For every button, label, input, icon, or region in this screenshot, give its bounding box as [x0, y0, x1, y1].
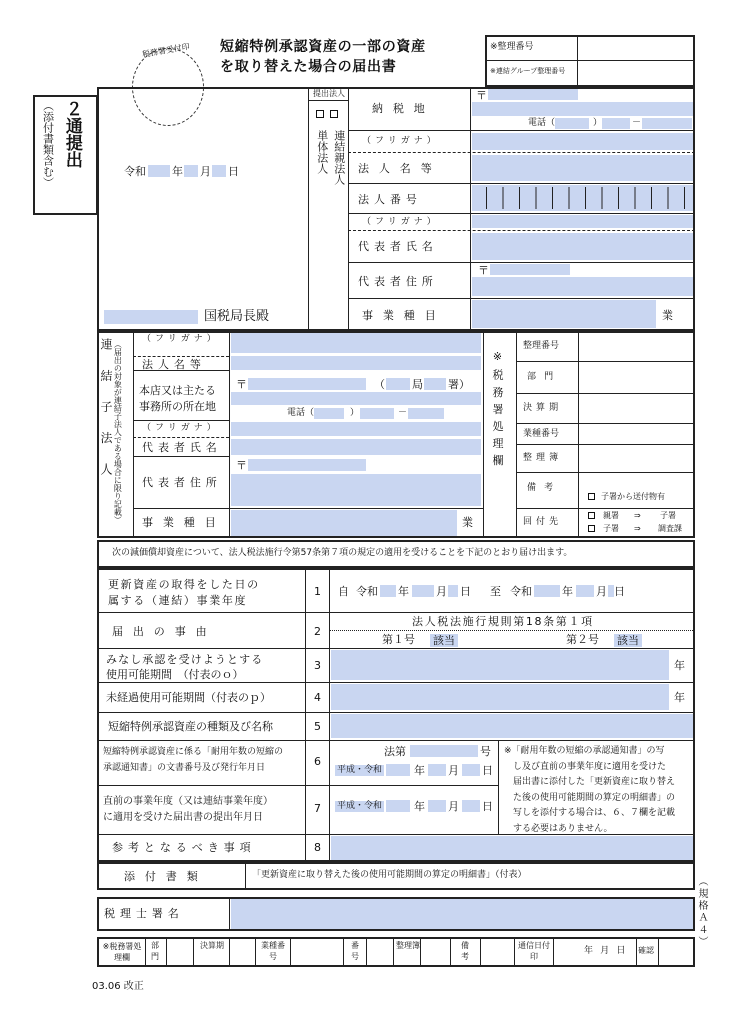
corp-number-digit-dividers — [486, 187, 686, 209]
form-title-line2: を取り替えた場合の届出書 — [220, 59, 397, 75]
office-industry-label: 業種番号 — [523, 429, 560, 439]
item1-from-month[interactable] — [412, 585, 434, 597]
item6-number: 6 — [314, 755, 321, 768]
subcorp-furigana1-field[interactable] — [231, 333, 481, 353]
subcorp-furigana1-label: （フリガナ） — [142, 334, 220, 344]
bottom-remarks-label: 備考 — [461, 941, 469, 961]
item6-year-label: 年 — [414, 764, 425, 777]
route-checkbox-2[interactable] — [588, 525, 595, 532]
office-register-label: 整理簿 — [523, 453, 563, 463]
paper-size-note: （規格Ａ４） — [696, 876, 707, 948]
phone-last-field[interactable] — [642, 118, 692, 129]
side-note-main: ２通提出 — [61, 100, 82, 168]
office-remarks-label: 備考 — [527, 483, 562, 493]
subcorp-office-label-2: 事務所の所在地 — [139, 400, 216, 413]
remark-option-label: 子署から送付物有 — [601, 492, 665, 501]
subcorp-rep-postal-field[interactable] — [248, 459, 366, 471]
bottom-date-label: 年月日 — [584, 946, 633, 956]
subcorp-bureau-close: 署） — [448, 378, 470, 391]
subcorp-rep-name-label: 代表者氏名 — [142, 441, 222, 454]
subcorp-phone-dash: － — [398, 408, 408, 418]
group-ref-label: ※連結グループ整理番号 — [490, 67, 566, 75]
item3-field[interactable] — [331, 650, 669, 680]
corp-name-label: 法人名等 — [358, 162, 442, 175]
date-month-field[interactable] — [184, 165, 198, 177]
bottom-register-label: 整理簿 — [396, 941, 420, 950]
subcorp-office-label-1: 本店又は主たる — [139, 384, 216, 397]
ref-number-label: ※整理番号 — [490, 42, 534, 52]
item1-from-day-label: 日 — [460, 585, 471, 598]
corp-name-furigana-field[interactable] — [472, 133, 693, 150]
subcorp-phone-mid: ） — [350, 408, 360, 418]
rep-address-field[interactable] — [472, 277, 693, 296]
filer-type-label: 提出法人 — [313, 89, 345, 98]
item1-to-day-label: 日 — [614, 585, 625, 598]
item3-label-1: みなし承認を受けようとする — [106, 653, 264, 666]
item1-from-day[interactable] — [448, 585, 458, 597]
office-use-side-label: ※税務署処理欄 — [491, 350, 504, 472]
rep-name-furigana-label: （フリガナ） — [362, 217, 440, 227]
item1-to-month-label: 月 — [596, 585, 607, 598]
tax-accountant-label: 税理士署名 — [104, 907, 184, 920]
address-field[interactable] — [472, 102, 693, 116]
item4-field[interactable] — [331, 684, 669, 710]
item4-unit: 年 — [674, 691, 685, 704]
subcorp-bureau-label: 局 — [412, 378, 423, 391]
filer-type-checkbox-1[interactable] — [316, 110, 324, 118]
item6-day-label: 日 — [482, 764, 493, 777]
date-year-label: 年 — [172, 165, 183, 178]
address-postal-field[interactable] — [488, 89, 578, 100]
bottom-industry-label: 業種番号 — [261, 941, 285, 961]
phone-mid: ） — [593, 118, 603, 128]
item1-label-2: 属する（連結）事業年度 — [108, 594, 248, 607]
address-label: 納税地 — [372, 102, 435, 115]
note-line: た後の使用可能期間の算定の明細書」の — [513, 792, 676, 803]
phone-mid-field[interactable] — [602, 118, 630, 129]
subcorp-business-suffix: 業 — [462, 516, 473, 529]
item1-to: 至 — [490, 585, 501, 598]
revision-note: 03.06 改正 — [92, 981, 144, 992]
item8-field[interactable] — [331, 836, 693, 860]
bottom-fiscal-label: 決算期 — [200, 941, 224, 950]
item5-field[interactable] — [331, 714, 693, 738]
rep-name-field[interactable] — [472, 233, 693, 260]
phone-area-field[interactable] — [555, 118, 589, 129]
date-day-field[interactable] — [212, 165, 226, 177]
subcorp-phone-last-field[interactable] — [408, 408, 444, 419]
item8-label: 参考となるべき事項 — [112, 841, 256, 854]
item1-to-year[interactable] — [534, 585, 560, 597]
corp-name-field[interactable] — [472, 155, 693, 181]
route-option-2-arrow: ⇒ — [634, 524, 641, 533]
item7-month[interactable] — [428, 800, 446, 812]
item1-to-era: 令和 — [510, 585, 532, 598]
form-title-line1: 短縮特例承認資産の一部の資産 — [220, 39, 426, 55]
item2-number: 2 — [314, 625, 321, 638]
note-line: ※「耐用年数の短縮の承認通知書」の写 — [504, 746, 665, 756]
subcorp-phone-mid-field[interactable] — [360, 408, 394, 419]
item1-from-month-label: 月 — [436, 585, 447, 598]
item6-month-label: 月 — [448, 764, 459, 777]
office-fiscal-label: 決算期 — [523, 403, 563, 413]
item6-day[interactable] — [462, 764, 480, 776]
item6-law: 法第 — [384, 745, 406, 758]
business-suffix: 業 — [662, 309, 673, 322]
subcorp-business-field[interactable] — [231, 510, 457, 536]
item6-month[interactable] — [428, 764, 446, 776]
tax-office-suffix: 国税局長殿 — [204, 309, 270, 324]
attachments-label: 添付書類 — [124, 870, 208, 883]
tax-accountant-field[interactable] — [231, 899, 693, 929]
item7-year-label: 年 — [414, 800, 425, 813]
phone-dash: － — [632, 118, 642, 128]
subcorp-furigana2-label: （フリガナ） — [142, 423, 220, 433]
bottom-stamp-label: 通信日付印 — [518, 941, 550, 961]
item7-label-1: 直前の事業年度（又は連結事業年度） — [103, 796, 273, 807]
item6-label-2: 承認通知書」の文書番号及び発行年月日 — [103, 763, 266, 773]
filer-type-parent: 単体法人 — [315, 130, 329, 174]
item3-number: 3 — [314, 659, 321, 672]
intro-text: 次の減価償却資産について、法人税法施行令第57条第７項の規定の適用を受けることを下記のとおり届け出ます。 — [112, 548, 573, 558]
item4-number: 4 — [314, 691, 321, 704]
rep-address-postal-mark: 〒 — [478, 264, 489, 277]
rep-name-furigana-field[interactable] — [472, 215, 693, 228]
subcorp-side-label: 連結子法人 — [99, 338, 113, 494]
item2-option-1-applies[interactable]: 該当 — [430, 634, 458, 647]
bottom-dept-label: 部門 — [151, 941, 159, 961]
subcorp-name-label: 法人名等 — [142, 358, 206, 371]
items-note — [504, 744, 694, 837]
subcorp-rep-address-label: 代表者住所 — [142, 476, 222, 489]
item8-number: 8 — [314, 841, 321, 854]
address-postal-mark: 〒 — [476, 89, 487, 102]
route-option-1-to: 子署 — [660, 511, 676, 520]
item1-from-year[interactable] — [380, 585, 396, 597]
filer-type-checkbox-2[interactable] — [330, 110, 338, 118]
subcorp-name-field[interactable] — [231, 356, 481, 370]
rep-address-label: 代表者住所 — [358, 275, 438, 288]
subcorp-rep-name-field[interactable] — [231, 439, 481, 455]
route-option-1-arrow: ⇒ — [634, 511, 641, 520]
bottom-office-label: ※税務署処理欄 — [102, 942, 142, 962]
tax-office-field[interactable] — [104, 310, 198, 324]
item7-day[interactable] — [462, 800, 480, 812]
corp-name-furigana-label: （フリガナ） — [362, 136, 440, 146]
subcorp-postal-field[interactable] — [248, 378, 366, 390]
note-line: 写しを添付する場合は、６、７欄を記載 — [513, 808, 676, 818]
item7-year[interactable] — [386, 800, 410, 812]
item6-era[interactable]: 平成・令和 — [337, 765, 383, 775]
note-line: する必要はありません。 — [513, 823, 613, 834]
note-line: し及び直前の事業年度に適用を受けた — [513, 761, 667, 772]
rep-name-label: 代表者氏名 — [358, 240, 438, 253]
item5-label: 短縮特例承認資産の種類及び名称 — [108, 720, 273, 733]
route-option-2-to: 調査課 — [658, 524, 682, 533]
filer-type-single: 連結親法人 — [332, 130, 346, 185]
office-dept-label: 部門 — [527, 372, 562, 382]
item1-label-1: 更新資産の取得をした日の — [108, 578, 260, 591]
remark-checkbox[interactable] — [588, 493, 595, 500]
corp-number-label: 法人番号 — [358, 193, 422, 206]
route-checkbox-1[interactable] — [588, 512, 595, 519]
item7-label-2: に適用を受けた届出書の提出年月日 — [103, 812, 263, 823]
date-day-label: 日 — [228, 165, 239, 178]
subcorp-rep-address-field[interactable] — [231, 474, 481, 506]
item3-unit: 年 — [674, 659, 685, 672]
note-line: 届出書に添付した「更新資産に取り替え — [513, 777, 676, 787]
item2-option-2: 第２号 — [566, 633, 599, 646]
receipt-stamp-label: 税務署受付印 — [141, 41, 191, 60]
item1-number: 1 — [314, 585, 321, 598]
item1-to-month[interactable] — [576, 585, 594, 597]
bottom-number-label: 番号 — [351, 941, 359, 961]
attachments-value: 「更新資産に取り替えた後の使用可能期間の算定の明細書」（付表） — [252, 870, 527, 880]
item7-number: 7 — [314, 802, 321, 815]
item1-from: 自 — [338, 585, 349, 598]
date-era: 令和 — [124, 165, 146, 178]
subcorp-rep-postal-mark: 〒 — [236, 459, 247, 472]
subcorp-office-field[interactable] — [424, 378, 446, 390]
subcorp-phone-area-field[interactable] — [314, 408, 344, 419]
subcorp-address-field[interactable] — [231, 392, 481, 405]
subcorp-business-label: 事業種目 — [142, 516, 226, 529]
route-option-1-from: 親署 — [603, 511, 619, 520]
subcorp-furigana2-field[interactable] — [231, 422, 481, 436]
item2-rule: 法人税法施行規則第18条第１項 — [412, 615, 594, 628]
item7-day-label: 日 — [482, 800, 493, 813]
item6-label-1: 短縮特例承認資産に係る「耐用年数の短縮の — [103, 747, 284, 757]
rep-address-postal-field[interactable] — [490, 264, 570, 275]
item7-month-label: 月 — [448, 800, 459, 813]
item2-label: 届出の事由 — [112, 625, 217, 638]
item5-number: 5 — [314, 720, 321, 733]
side-note-sub: （添付書類含む） — [41, 100, 55, 188]
item6-no: 号 — [480, 745, 491, 758]
subcorp-postal-mark: 〒 — [236, 378, 247, 391]
business-field[interactable] — [472, 300, 656, 328]
subcorp-side-note: （届出の対象が連結子法人である場合に限り記載） — [113, 340, 123, 524]
item6-doc-number[interactable] — [410, 745, 478, 757]
item6-year[interactable] — [386, 764, 410, 776]
office-route-label: 回付先 — [523, 517, 563, 527]
date-year-field[interactable] — [148, 165, 170, 177]
item1-from-era: 令和 — [356, 585, 378, 598]
item4-label: 未経過使用可能期間（付表のｐ） — [106, 691, 271, 704]
item7-era[interactable]: 平成・令和 — [337, 801, 383, 811]
office-ref-number-label: 整理番号 — [523, 341, 560, 351]
date-month-label: 月 — [200, 165, 211, 178]
item3-label-2: 使用可能期間 （付表のｏ） — [106, 668, 244, 681]
bottom-confirm-label: 確認 — [638, 946, 654, 955]
item1-to-year-label: 年 — [562, 585, 573, 598]
item2-option-1: 第１号 — [382, 633, 415, 646]
route-option-2-from: 子署 — [603, 524, 619, 533]
item2-option-2-applies[interactable]: 該当 — [614, 634, 642, 647]
subcorp-phone-label: 電話（ — [287, 408, 315, 418]
subcorp-bureau-open: （ — [374, 378, 385, 391]
business-label: 事業種目 — [362, 309, 446, 322]
item1-from-year-label: 年 — [398, 585, 409, 598]
phone-label: 電話（ — [528, 118, 556, 128]
subcorp-bureau-field[interactable] — [386, 378, 410, 390]
